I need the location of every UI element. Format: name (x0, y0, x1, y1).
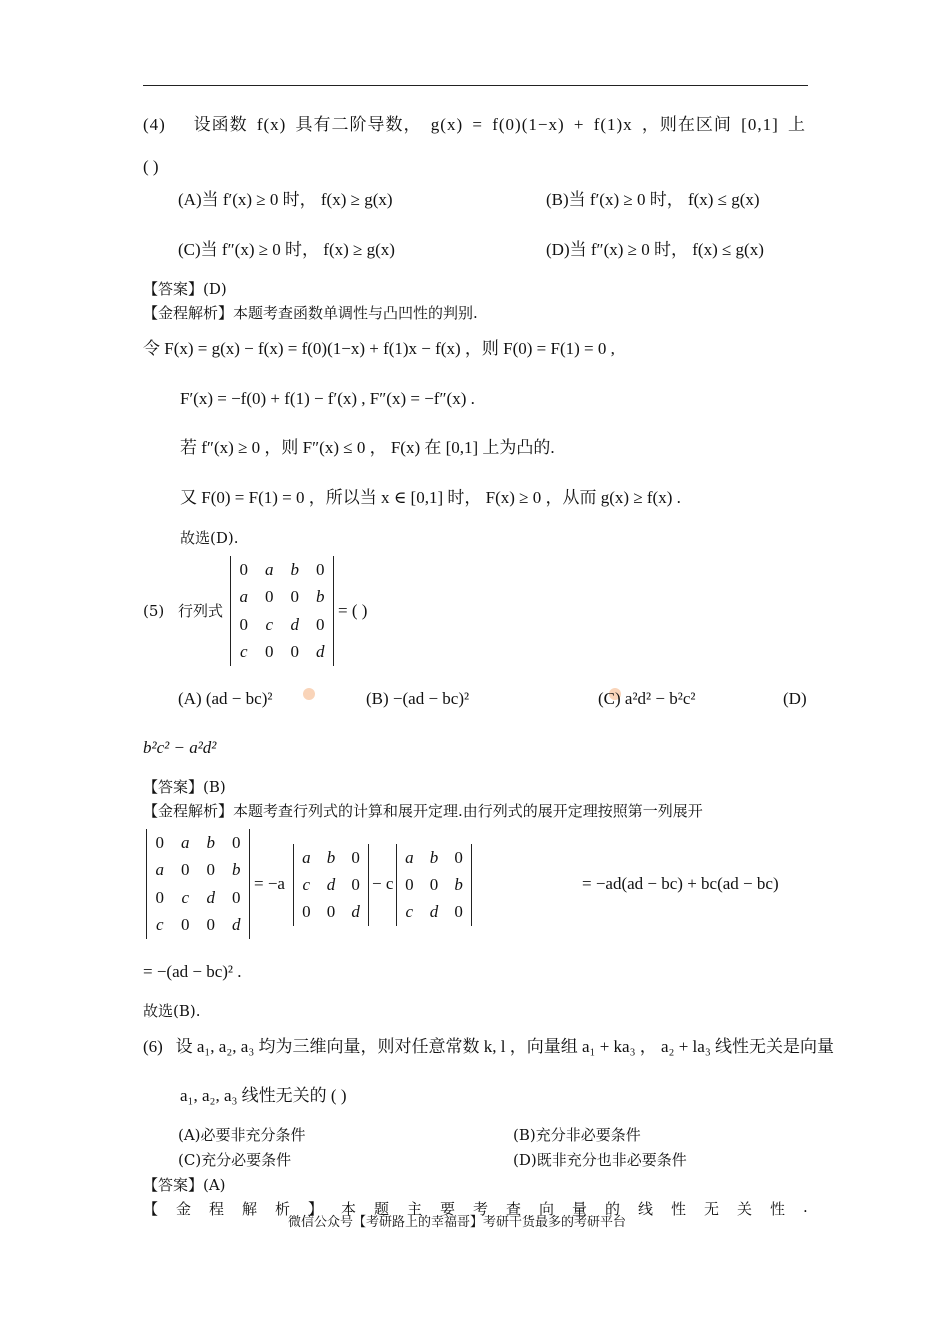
matrix-cell: 0 (232, 832, 241, 852)
q6-number: (6) (143, 1037, 163, 1056)
matrix-cell: 0 (206, 860, 215, 880)
q5-expansion-determinant (146, 829, 250, 939)
q6-analysis-char: 性 (770, 1200, 786, 1218)
q6-analysis-char: 向 (539, 1200, 555, 1218)
q5-label: 行列式 (178, 602, 224, 620)
q6-analysis-char: 无 (704, 1200, 720, 1218)
matrix-cell: 0 (155, 887, 164, 907)
matrix-cell: d (351, 902, 360, 922)
header-rule (143, 85, 808, 86)
matrix-cell: 0 (206, 915, 215, 935)
q6-analysis-char: 性 (671, 1200, 687, 1218)
matrix-cell: 0 (155, 832, 164, 852)
q4-line-2: F′(x) = −f(0) + f(1) − f′(x) , F″(x) = −f″(x) . (180, 389, 475, 408)
q6-analysis-char: 线 (638, 1200, 654, 1218)
q4-number: (4) (143, 115, 166, 134)
q6-option-a: (A)必要非充分条件 (178, 1126, 306, 1144)
matrix-cell: 0 (290, 587, 299, 607)
q5-minor-2 (396, 844, 472, 926)
matrix-cell: 0 (316, 614, 325, 634)
matrix-cell: 0 (265, 642, 274, 662)
q5-answer: 【答案】(B) (143, 778, 226, 796)
q5-determinant (230, 556, 334, 666)
q5-result: = −(ad − bc)² . (143, 962, 242, 981)
matrix-cell: c (239, 642, 248, 662)
q6-analysis-char: 要 (440, 1200, 456, 1218)
matrix-cell: 0 (454, 902, 463, 922)
q5-option-d-content: b²c² − a²d² (143, 738, 217, 757)
q6-stem (143, 1037, 834, 1057)
matrix-cell: c (265, 614, 274, 634)
matrix-cell: d (206, 887, 215, 907)
q6-analysis-char: 主 (407, 1200, 423, 1218)
q6-analysis-char: 程 (209, 1200, 225, 1218)
matrix-cell: c (181, 887, 190, 907)
q5-option-a: (A) (ad − bc)² (178, 689, 273, 708)
matrix-cell: a (265, 559, 274, 579)
matrix-cell: b (206, 832, 215, 852)
q4-line-4: 又 F(0) = F(1) = 0 ，所以当 x ∈ [0,1] 时， F(x) ≥ 0 ，从而 g(x) ≥ f(x) . (180, 488, 681, 507)
matrix-cell: b (429, 847, 439, 867)
q6-analysis-char: 【 (143, 1200, 159, 1218)
q6-stem-2: a₁, a₂, a₃ 线性无关的 ( ) (180, 1086, 347, 1105)
q6-analysis-char: 】 (308, 1200, 324, 1218)
matrix-cell: 0 (429, 874, 439, 894)
q6-analysis-char: 量 (572, 1200, 588, 1218)
q6-analysis-char: 解 (242, 1200, 258, 1218)
q6-option-c: (C)充分必要条件 (178, 1151, 292, 1169)
q4-option-c: (C)当 f″(x) ≥ 0 时， f(x) ≥ g(x) (178, 240, 395, 259)
matrix-cell: b (232, 860, 241, 880)
matrix-cell: a (405, 847, 414, 867)
q4-paren: ( ) (143, 157, 159, 176)
q6-analysis-char: . (803, 1198, 808, 1216)
q6-analysis-char: 考 (473, 1200, 489, 1218)
matrix-cell: 0 (454, 847, 463, 867)
matrix-cell: 0 (351, 847, 360, 867)
matrix-cell: 0 (265, 587, 274, 607)
matrix-cell: 0 (181, 860, 190, 880)
matrix-cell: 0 (181, 915, 190, 935)
q5-option-c: (C) a²d² − b²c² (598, 689, 696, 708)
matrix-cell: a (181, 832, 190, 852)
q6-option-b: (B)充分非必要条件 (513, 1126, 641, 1144)
matrix-cell: 0 (239, 614, 248, 634)
q4-analysis: 【金程解析】本题考查函数单调性与凸凹性的判别. (143, 304, 478, 322)
q6-analysis-char: 题 (374, 1200, 390, 1218)
q4-answer: 【答案】(D) (143, 280, 227, 298)
q5-expansion-minus-c: − c (372, 874, 394, 893)
q5-choose: 故选(B). (143, 1002, 201, 1020)
q5-equals-paren: = ( ) (338, 601, 368, 620)
q4-stem-text: 设函数 f(x) 具有二阶导数， g(x) = f(0)(1−x) + f(1)x ，则在区间 [0,1] 上 (193, 115, 807, 134)
q6-analysis-char: 析 (275, 1200, 291, 1218)
matrix-cell: 0 (405, 874, 414, 894)
watermark: 微信公众号【考研路上的幸福哥】考研干货最多的考研平台 (288, 1215, 627, 1230)
matrix-cell: a (239, 587, 248, 607)
matrix-cell: d (316, 642, 325, 662)
matrix-cell: c (405, 902, 414, 922)
matrix-cell: d (232, 915, 241, 935)
q5-option-b: (B) −(ad − bc)² (366, 689, 470, 708)
q4-option-d: (D)当 f″(x) ≥ 0 时， f(x) ≤ g(x) (546, 240, 764, 259)
q4-line-3: 若 f″(x) ≥ 0 ，则 F″(x) ≤ 0 ， F(x) 在 [0,1] 上为凸的. (180, 438, 555, 457)
q6-analysis-char: 查 (506, 1200, 522, 1218)
matrix-cell: a (155, 860, 164, 880)
decorative-dot (303, 688, 315, 700)
matrix-cell: a (302, 847, 311, 867)
matrix-cell: 0 (326, 902, 336, 922)
matrix-cell: d (429, 902, 439, 922)
q5-expansion-rhs: = −ad(ad − bc) + bc(ad − bc) (582, 874, 779, 893)
q6-analysis-char: 的 (605, 1200, 621, 1218)
matrix-cell: 0 (232, 887, 241, 907)
q4-option-a: (A)当 f′(x) ≥ 0 时， f(x) ≥ g(x) (178, 190, 393, 209)
matrix-cell: 0 (351, 874, 360, 894)
q5-expansion-minus-a: = −a (254, 874, 285, 893)
q4-option-b: (B)当 f′(x) ≥ 0 时， f(x) ≤ g(x) (546, 190, 760, 209)
matrix-cell: b (326, 847, 336, 867)
q6-answer: 【答案】(A) (143, 1176, 226, 1194)
matrix-cell: c (155, 915, 164, 935)
matrix-cell: b (290, 559, 299, 579)
matrix-cell: c (302, 874, 311, 894)
q6-option-d: (D)既非充分也非必要条件 (513, 1151, 687, 1169)
q4-stem (143, 115, 806, 135)
q4-line-5: 故选(D). (180, 529, 239, 547)
matrix-cell: b (316, 587, 325, 607)
q6-analysis-char: 本 (341, 1200, 357, 1218)
q5-analysis: 【金程解析】本题考查行列式的计算和展开定理.由行列式的展开定理按照第一列展开 (143, 802, 703, 820)
matrix-cell: 0 (239, 559, 248, 579)
q6-stem-text: 设 a₁, a₂, a₃ 均为三维向量，则对任意常数 k, l ，向量组 a₁ + ka₃ ， a₂ + la₃ 线性无关是向量 (175, 1037, 835, 1056)
matrix-cell: b (454, 874, 463, 894)
q6-analysis-char: 金 (176, 1200, 192, 1218)
q6-analysis-char: 关 (737, 1200, 753, 1218)
matrix-cell: d (290, 614, 299, 634)
q5-minor-1 (293, 844, 369, 926)
matrix-cell: 0 (316, 559, 325, 579)
matrix-cell: d (326, 874, 336, 894)
matrix-cell: 0 (290, 642, 299, 662)
q5-number: (5) (143, 602, 165, 620)
q4-line-1: 令 F(x) = g(x) − f(x) = f(0)(1−x) + f(1)x − f(x) ，则 F(0) = F(1) = 0 , (143, 339, 615, 358)
matrix-cell: 0 (302, 902, 311, 922)
q5-option-d: (D) (783, 689, 807, 708)
